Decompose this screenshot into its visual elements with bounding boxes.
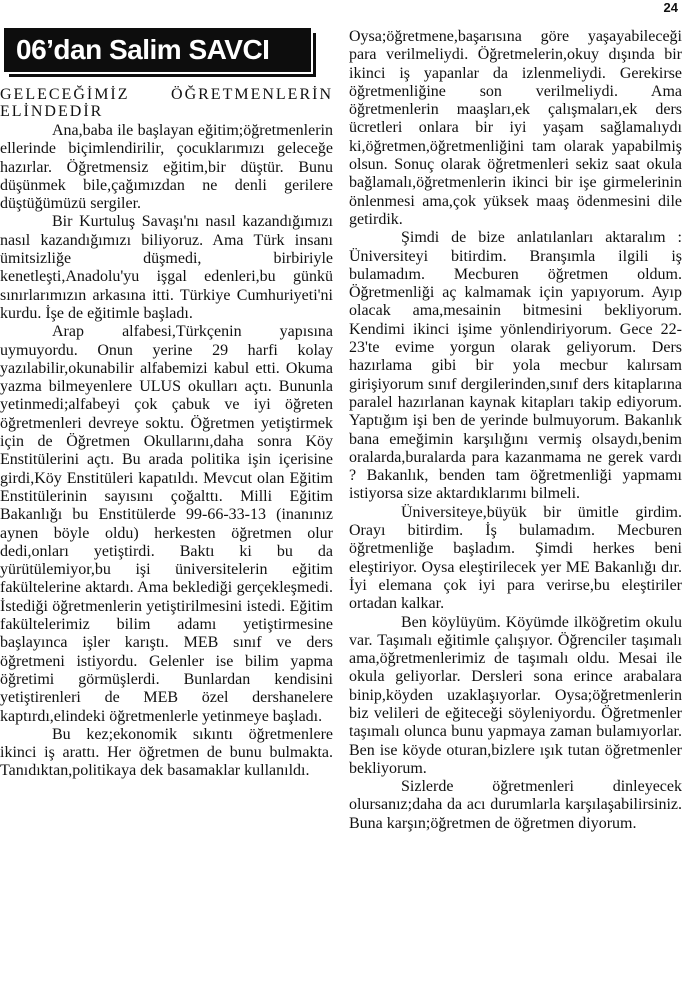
right-column xyxy=(349,28,682,994)
right-column-body xyxy=(349,28,682,833)
left-column xyxy=(0,0,333,966)
paragraph: Oysa;öğretmene,başarısına göre yaşayabileceği para verilmeliydi. Öğretmelerin,okuy dışında bir ikinci iş yapanlar da izlenmeliydi. Gerekirse öğretmenliğine son verilmeliydi. Ama öğretmenlerin maaşları,ek çalışmaları,ek ders ücretleri onlara bir iyi yaşam sağlamalıydı ki,öğretmen,öğretmenliğini tam olarak yapabilmiş olsun. Sonuç olarak öğretmenleri sekiz saat okula bağlamalı,öğretmenlerin ikinci bir işe girmelerinin önlenmesi ama,çok yüksek maaş ödenmesini dile getirdik. xyxy=(349,28,682,228)
paragraph: Bir Kurtuluş Savaşı'nı nasıl kazandığımızı nasıl kazandığımızı biliyoruz. Ama Türk insanı ümitsizliğe düşmedi, birbiriyle kenetleşti,Anadolu'yu işgal edenleri,bu günkü sınırlarımızın arkasına itti. Türkiye Cumhuriyeti'ni kurdu. İşe de eğitimle başladı. xyxy=(0,213,333,322)
paragraph: Arap alfabesi,Türkçenin yapısına uymuyordu. Onun yerine 29 harfi kolay yazılabilir,okunabilir alfabemizi kabul etti. Okuma yazma bilmeyenlere ULUS okulları açtı. Bununla yetinmedi;alfabeyi çok çabuk ve iyi öğreten öğretmenleri devreye soktu. Öğretmen yetiştirmek için de Öğretmen Okullarını,daha sonra Köy Enstitülerini açtı. Bu arada politika işin içerisine girdi,Köy Enstitüleri kapatıldı. Mevcut olan Eğitim Enstitülerinin sayısını çoğalttı. Milli Eğitim Bakanlığı bu Enstitülerde 99-66-33-13 (inanınız aynen böyle oldu) herkesten öğretmen olur dedi,onları yetiştirdi. Baktı ki bu da yürütülemiyor,bu işi üniversitelerin eğitim fakültelerine aktardı. Ama beklediği gerçekleşmedi. İstediği öğretmenlerin yetiştirilmesini istedi. Eğitim fakültelerimiz bilim adamı yetiştirmesine başlayınca işler karıştı. MEB sınıf ve ders öğretmeni istiyordu. Gelenler ise bilim yapma öğretimi görmüşlerdi. Bunlardan kendisini yetiştirenleri de MEB özel dershanelere kaptırdı,elindeki öğretmenlerle yetinmeye başladı. xyxy=(0,323,333,725)
paragraph: Şimdi de bize anlatılanları aktaralım : Üniversiteyi bitirdim. Branşımla ilgili iş bulamadım. Mecburen öğretmen oldum. Öğretmenliği aç kalmamak için yapıyorum. Ayıp olacak ama,mesainin bitmesini bekliyorum. Kendimi ikinci işime yönlendiriyorum. Gece 22-23'te evime yorgun olarak geliyorum. Ders hazırlama gibi bir yola mecbur kalırsam girişiyorum sınıf dergilerinden,sınıf ders kitaplarına paralel hazırlanan kaynak kitapları takip ediyorum. Yaptığım işi ben de yerinde bulmuyorum. Bakanlık bana emeğimin karşılığını vermiş olsaydı,benim oralarda,buralarda para kazanmama ne gerek vardı ? Bakanlık, benden tam öğretmenliği yapmamı istiyorsa size aktardıklarımı bilmeli. xyxy=(349,229,682,503)
paragraph: Ben köylüyüm. Köyümde ilköğretim okulu var. Taşımalı eğitimle çalışıyor. Öğrenciler taşımalı ama,öğretmenlerimiz de taşımalı oldu. Mesai ile okula geliyorlar. Dersleri sona erince arabalara binip,köyden uzaklaşıyorlar. Oysa;öğretmenlerin biz velileri de eğiteceği söyleniyordu. Öğretmenler taşımalı olunca bunu yapmaya zaman bulamıyorlar. Ben ise köyde oturan,bizlere ışık tutan öğretmenler bekliyorum. xyxy=(349,613,682,777)
paragraph: Ana,baba ile başlayan eğitim;öğretmenlerin ellerinde biçimlendirilir, çocuklarımızı geleceğe hazırlar. Öğretmensiz eğitim,bir düştür. Bunu düşünmek bile,çağımızdan ne denli gerilere düştüğümüzü sergiler. xyxy=(0,122,333,213)
paragraph: Bu kez;ekonomik sıkıntı öğretmenlere ikinci iş arattı. Her öğretmen de bunu bulmakta. Tanıdıktan,politikaya dek basamaklar kullanıldı. xyxy=(0,725,333,780)
author-banner: 06’dan Salim SAVCI xyxy=(4,28,311,72)
paragraph: Üniversiteye,büyük bir ümitle girdim. Orayı bitirdim. İş bulamadım. Mecburen öğretmenliğe başladım. Şimdi herkes beni eleştiriyor. Oysa eleştirilecek yer ME Bakanlığı dır. İyi elemana çok iyi para verirse,bu eleştiriler ortadan kalkar. xyxy=(349,503,682,613)
paragraph: Sizlerde öğretmenleri dinleyecek olursanız;daha da acı durumlarla karşılaşabilirsiniz. Buna karşın;öğretmen de öğretmen diyorum. xyxy=(349,778,682,832)
article-title: GELECEĞİMİZ ÖĞRETMENLERİN ELİNDEDİR xyxy=(0,86,333,120)
left-column-body xyxy=(0,122,333,781)
page-number: 24 xyxy=(663,0,678,15)
